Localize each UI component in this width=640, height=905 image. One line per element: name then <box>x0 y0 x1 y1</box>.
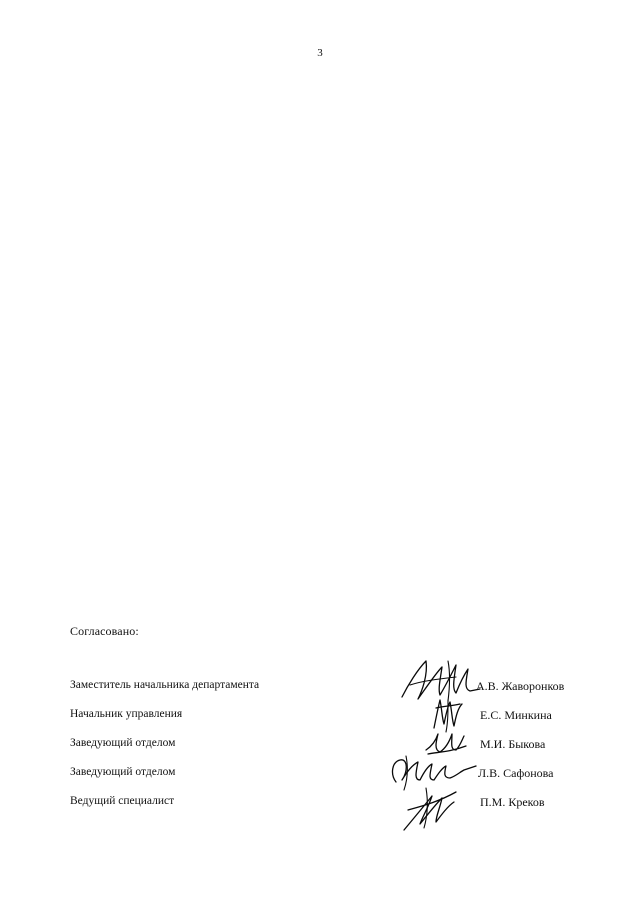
signatory-row <box>0 764 640 784</box>
signatory-name: А.В. Жаворонков <box>476 679 565 693</box>
signatory-row <box>0 706 640 726</box>
signatory-name: П.М. Креков <box>480 795 545 809</box>
signatory-name: М.И. Быкова <box>480 737 546 751</box>
signatory-position: Начальник управления <box>70 708 183 720</box>
signatory-row <box>0 677 640 697</box>
approval-heading: Согласовано: <box>70 624 139 638</box>
signature-5 <box>398 782 462 834</box>
signatory-position: Заведующий отделом <box>70 766 176 778</box>
signatory-row <box>0 735 640 755</box>
signatory-row <box>0 793 640 813</box>
signatory-name: Л.В. Сафонова <box>478 766 554 780</box>
signatory-position: Заведующий отделом <box>70 737 176 749</box>
signatory-name: Е.С. Минкина <box>480 708 552 722</box>
signatory-position: Ведущий специалист <box>70 795 175 807</box>
page-number: 3 <box>317 47 323 59</box>
signatory-position: Заместитель начальника департамента <box>70 679 260 691</box>
